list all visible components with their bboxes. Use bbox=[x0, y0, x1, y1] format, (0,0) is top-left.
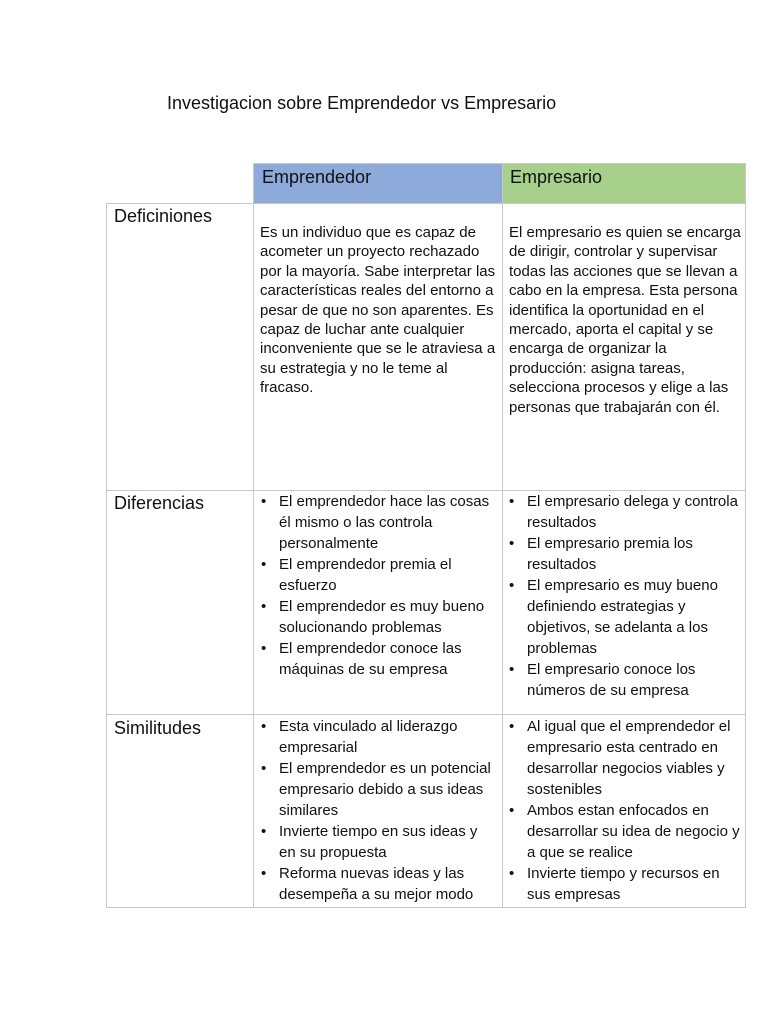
similarities-empresario-list bbox=[505, 716, 743, 905]
list-item: • El emprendedor hace las cosas él mismo o las controla personalmente bbox=[257, 491, 497, 554]
definition-emprendedor: Es un individuo que es capaz de acometer un proyecto rechazado por la mayoría. Sabe interpretar las características reales del entorno a pesar de que no son aparentes. Es capaz de luchar ante cualquier inconveniente que se le atraviesa a su estrategia y no le teme al fracaso. bbox=[260, 224, 496, 397]
grid-line-row3-top bbox=[106, 714, 746, 715]
differences-emprendedor-list bbox=[257, 491, 497, 680]
header-empresario-label: Empresario bbox=[510, 167, 603, 187]
list-item: • Invierte tiempo en sus ideas y en su propuesta bbox=[257, 821, 497, 863]
header-emprendedor-label: Emprendedor bbox=[262, 167, 372, 187]
list-item: • El emprendedor premia el esfuerzo bbox=[257, 554, 497, 596]
grid-line-row1-top bbox=[106, 203, 746, 204]
list-item: • El empresario conoce los números de su empresa bbox=[505, 659, 743, 701]
list-item: • El empresario premia los resultados bbox=[505, 533, 743, 575]
list-item: • El emprendedor es un potencial empresario debido a sus ideas similares bbox=[257, 758, 497, 821]
list-item: • El emprendedor conoce las máquinas de su empresa bbox=[257, 638, 497, 680]
grid-line-col2 bbox=[502, 163, 503, 908]
list-item: • Al igual que el emprendedor el empresario esta centrado en desarrollar negocios viables y sostenibles bbox=[505, 716, 743, 800]
list-item: • Ambos estan enfocados en desarrollar su idea de negocio y a que se realice bbox=[505, 800, 743, 863]
header-emprendedor bbox=[254, 163, 502, 203]
list-item: • Reforma nuevas ideas y las desempeña a su mejor modo bbox=[257, 863, 497, 905]
list-item: • Invierte tiempo y recursos en sus empresas bbox=[505, 863, 743, 905]
list-item: • Esta vinculado al liderazgo empresarial bbox=[257, 716, 497, 758]
list-item: • El emprendedor es muy bueno solucionando problemas bbox=[257, 596, 497, 638]
grid-line-top-header bbox=[254, 163, 746, 164]
row-label-diferencias: Diferencias bbox=[114, 493, 205, 513]
row-label-similitudes: Similitudes bbox=[114, 718, 202, 738]
list-item: • El empresario delega y controla resultados bbox=[505, 491, 743, 533]
grid-line-col1 bbox=[253, 163, 254, 908]
header-empresario bbox=[502, 163, 746, 203]
similarities-emprendedor-list bbox=[257, 716, 497, 905]
definition-empresario: El empresario es quien se encarga de dirigir, controlar y supervisar todas las acciones que se llevan a cabo en la empresa. Esta persona identifica la oportunidad en el mercado, aporta el capital y se encarga de organizar la producción: asigna tareas, selecciona procesos y elige a las personas que trabajarán con él. bbox=[509, 224, 741, 416]
grid-line-right bbox=[745, 163, 746, 908]
document-title: Investigacion sobre Emprendedor vs Empresario bbox=[167, 93, 557, 113]
grid-line-bottom bbox=[106, 907, 746, 908]
grid-line-left bbox=[106, 203, 107, 908]
list-item: • El empresario es muy bueno definiendo estrategias y objetivos, se adelanta a los problemas bbox=[505, 575, 743, 659]
differences-empresario-list bbox=[505, 491, 743, 701]
row-label-deficiniones: Deficiniones bbox=[114, 206, 213, 226]
